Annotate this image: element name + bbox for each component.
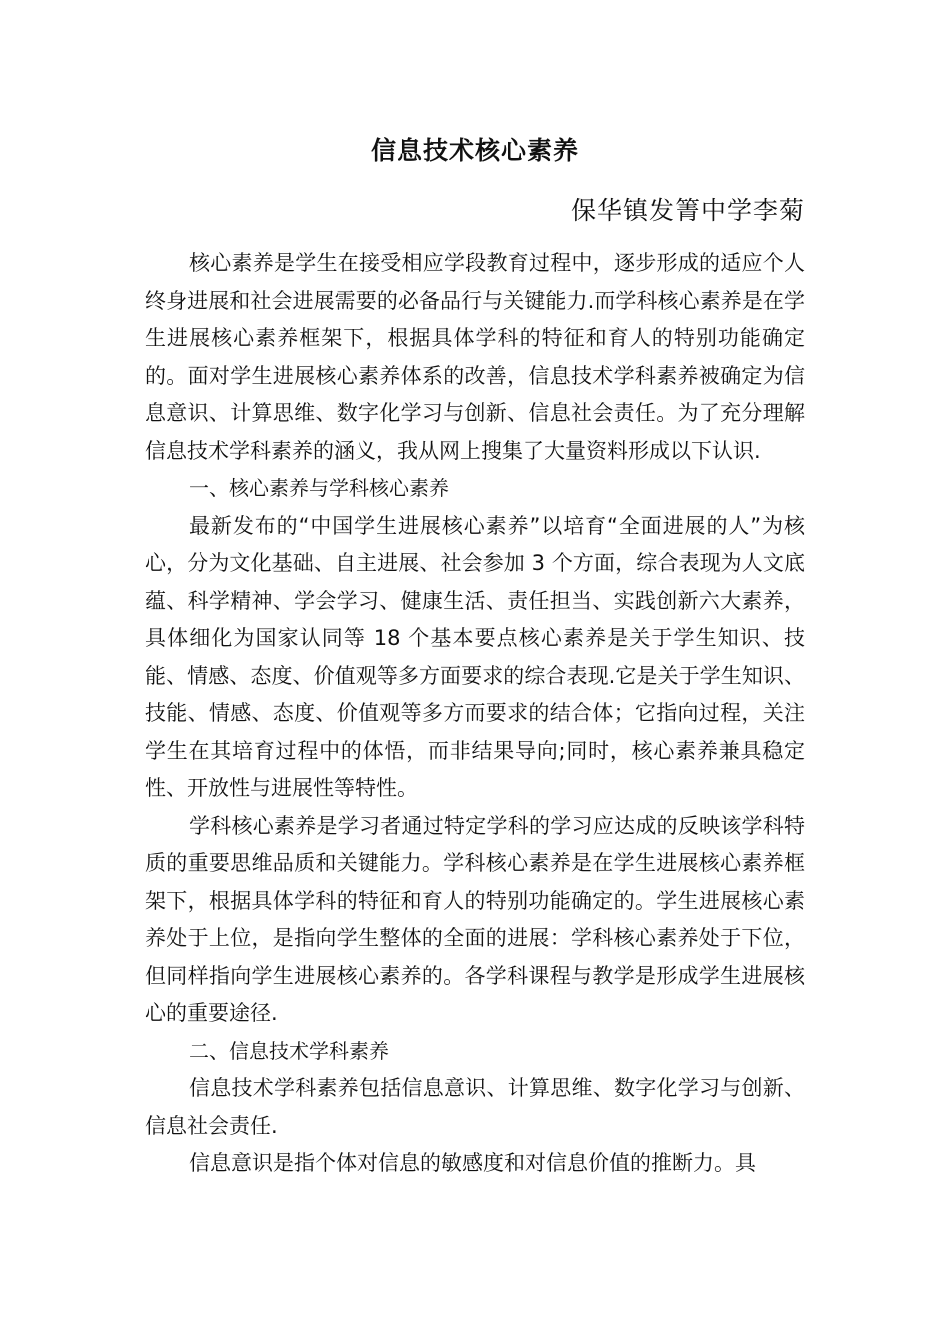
- document-body: [145, 245, 805, 1183]
- section-heading-2: 二、信息技术学科素养: [189, 1038, 389, 1063]
- paragraph-subject-competencies: 学科核心素养是学习者通过特定学科的学习应达成的反映该学科特质的重要思维品质和关键能力。学科核心素养是在学生进展核心素养框架下，根据具体学科的特征和育人的特别功能确定的。学生进展核心素养处于上位，是指向学生整体的全面的进展：学科核心素养处于下位，但同样指向学生进展核心素养的。各学科课程与教学是形成学生进展核心的重要途径.: [145, 813, 805, 1025]
- paragraph-core-competencies: 最新发布的“中国学生进展核心素养”以培育“全面进展的人”为核心，分为文化基础、自主进展、社会参加 3 个方面，综合表现为人文底蕴、科学精神、学会学习、健康生活、责任担当、实践创新六大素养，具体细化为国家认同等 18 个基本要点核心素养是关于学生知识、技能、情感、态度、价值观等多方面要求的综合表现.它是关于学生知识、技能、情感、态度、价值观等多方而要求的结合体；它指向过程，关注学生在其培育过程中的体悟，而非结果导向;同时，核心素养兼具稳定性、开放性与进展性等特性。: [145, 513, 805, 800]
- paragraph-it-competencies: 信息技术学科素养包括信息意识、计算思维、数字化学习与创新、信息社会责任.: [145, 1076, 805, 1138]
- paragraph-information-awareness: 信息意识是指个体对信息的敏感度和对信息价值的推断力。具: [189, 1151, 756, 1175]
- document-author: 保华镇发箐中学李菊: [570, 196, 805, 225]
- document-title: 信息技术核心素养: [370, 136, 579, 165]
- section-heading-1: 一、核心素养与学科核心素养: [189, 476, 449, 500]
- paragraph-intro: 核心素养是学生在接受相应学段教育过程中，逐步形成的适应个人终身进展和社会进展需要的必备品行与关键能力.而学科核心素养是在学生进展核心素养框架下，根据具体学科的特征和育人的特别功能确定的。面对学生进展核心素养体系的改善，信息技术学科素养被确定为信息意识、计算思维、数字化学习与创新、信息社会责任。为了充分理解信息技术学科素养的涵义，我从网上搜集了大量资料形成以下认识.: [145, 251, 805, 463]
